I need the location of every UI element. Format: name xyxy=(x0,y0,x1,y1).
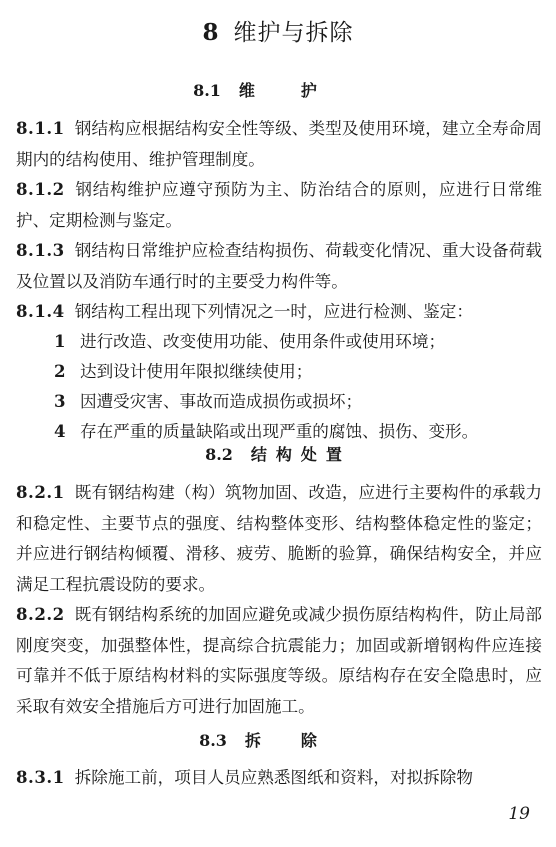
list-item-text: 因遭受灾害、事故而造成损伤或损坏； xyxy=(80,392,363,411)
clause-8-1-4 xyxy=(16,296,542,328)
list-item-text: 达到设计使用年限拟继续使用； xyxy=(80,362,313,381)
list-item xyxy=(54,356,544,387)
clause-text: 钢结构工程出现下列情况之一时，应进行检测、鉴定： xyxy=(74,302,473,321)
section-heading-text: 维护 xyxy=(238,81,363,100)
section-number: 8.3 xyxy=(199,731,227,750)
clause-text: 既有钢结构系统的加固应避免或减少损伤原结构构件，防止局部刚度突变，加强整体性，提高综合抗震能力；加固或新增钢构件应连接可靠并不低于原结构材料的实际强度等级。原结构存在安全隐患时，应采取有效安全措施后方可进行加固施工。 xyxy=(16,605,542,716)
clause-8-1-3 xyxy=(16,235,542,297)
list-item-number: 1 xyxy=(54,331,66,351)
section-number: 8.1 xyxy=(193,81,221,100)
clause-8-2-1 xyxy=(16,477,542,600)
clause-text: 钢结构日常维护应检查结构损伤、荷载变化情况、重大设备荷载及位置以及消防车通行时的主要受力构件等。 xyxy=(16,241,542,291)
section-heading-text: 拆除 xyxy=(244,731,357,750)
clause-8-2-2 xyxy=(16,599,542,722)
clause-number: 8.1.4 xyxy=(16,301,65,321)
clause-text: 钢结构维护应遵守预防为主、防治结合的原则，应进行日常维护、定期检测与鉴定。 xyxy=(16,180,542,230)
section-heading-text: 结构处置 xyxy=(250,445,351,464)
page-number: 19 xyxy=(508,804,530,824)
list-item-text: 进行改造、改变使用功能、使用条件或使用环境； xyxy=(80,332,446,351)
clause-text: 钢结构应根据结构安全性等级、类型及使用环境，建立全寿命周期内的结构使用、维护管理制度。 xyxy=(16,119,542,169)
section-heading-8-2 xyxy=(0,442,556,465)
clause-8-1-2 xyxy=(16,174,542,236)
clause-8-3-1 xyxy=(16,762,542,794)
clause-number: 8.1.1 xyxy=(16,118,65,138)
chapter-heading-text: 维护与拆除 xyxy=(233,20,354,46)
clause-number: 8.3.1 xyxy=(16,767,65,787)
list-item-number: 3 xyxy=(54,391,66,411)
clause-number: 8.1.2 xyxy=(16,179,65,199)
chapter-number: 8 xyxy=(202,19,220,46)
clause-text: 既有钢结构建（构）筑物加固、改造，应进行主要构件的承载力和稳定性、主要节点的强度、结构整体变形、结构整体稳定性的鉴定；并应进行钢结构倾覆、滑移、疲劳、脆断的验算，确保结构安全，并应满足工程抗震设防的要求。 xyxy=(16,483,542,594)
section-heading-8-1 xyxy=(0,78,556,101)
list-item xyxy=(54,386,544,417)
list-item-number: 2 xyxy=(54,361,66,381)
clause-number: 8.2.1 xyxy=(16,482,65,502)
list-item-number: 4 xyxy=(54,421,66,441)
list-item-text: 存在严重的质量缺陷或出现严重的腐蚀、损伤、变形。 xyxy=(80,422,479,441)
clause-8-1-1 xyxy=(16,113,542,175)
clause-number: 8.2.2 xyxy=(16,604,65,624)
section-number: 8.2 xyxy=(205,445,233,464)
clause-text: 拆除施工前，项目人员应熟悉图纸和资料，对拟拆除物 xyxy=(74,768,473,787)
chapter-title xyxy=(0,14,556,47)
clause-number: 8.1.3 xyxy=(16,240,65,260)
section-heading-8-3 xyxy=(0,728,556,751)
list-item xyxy=(54,326,544,357)
